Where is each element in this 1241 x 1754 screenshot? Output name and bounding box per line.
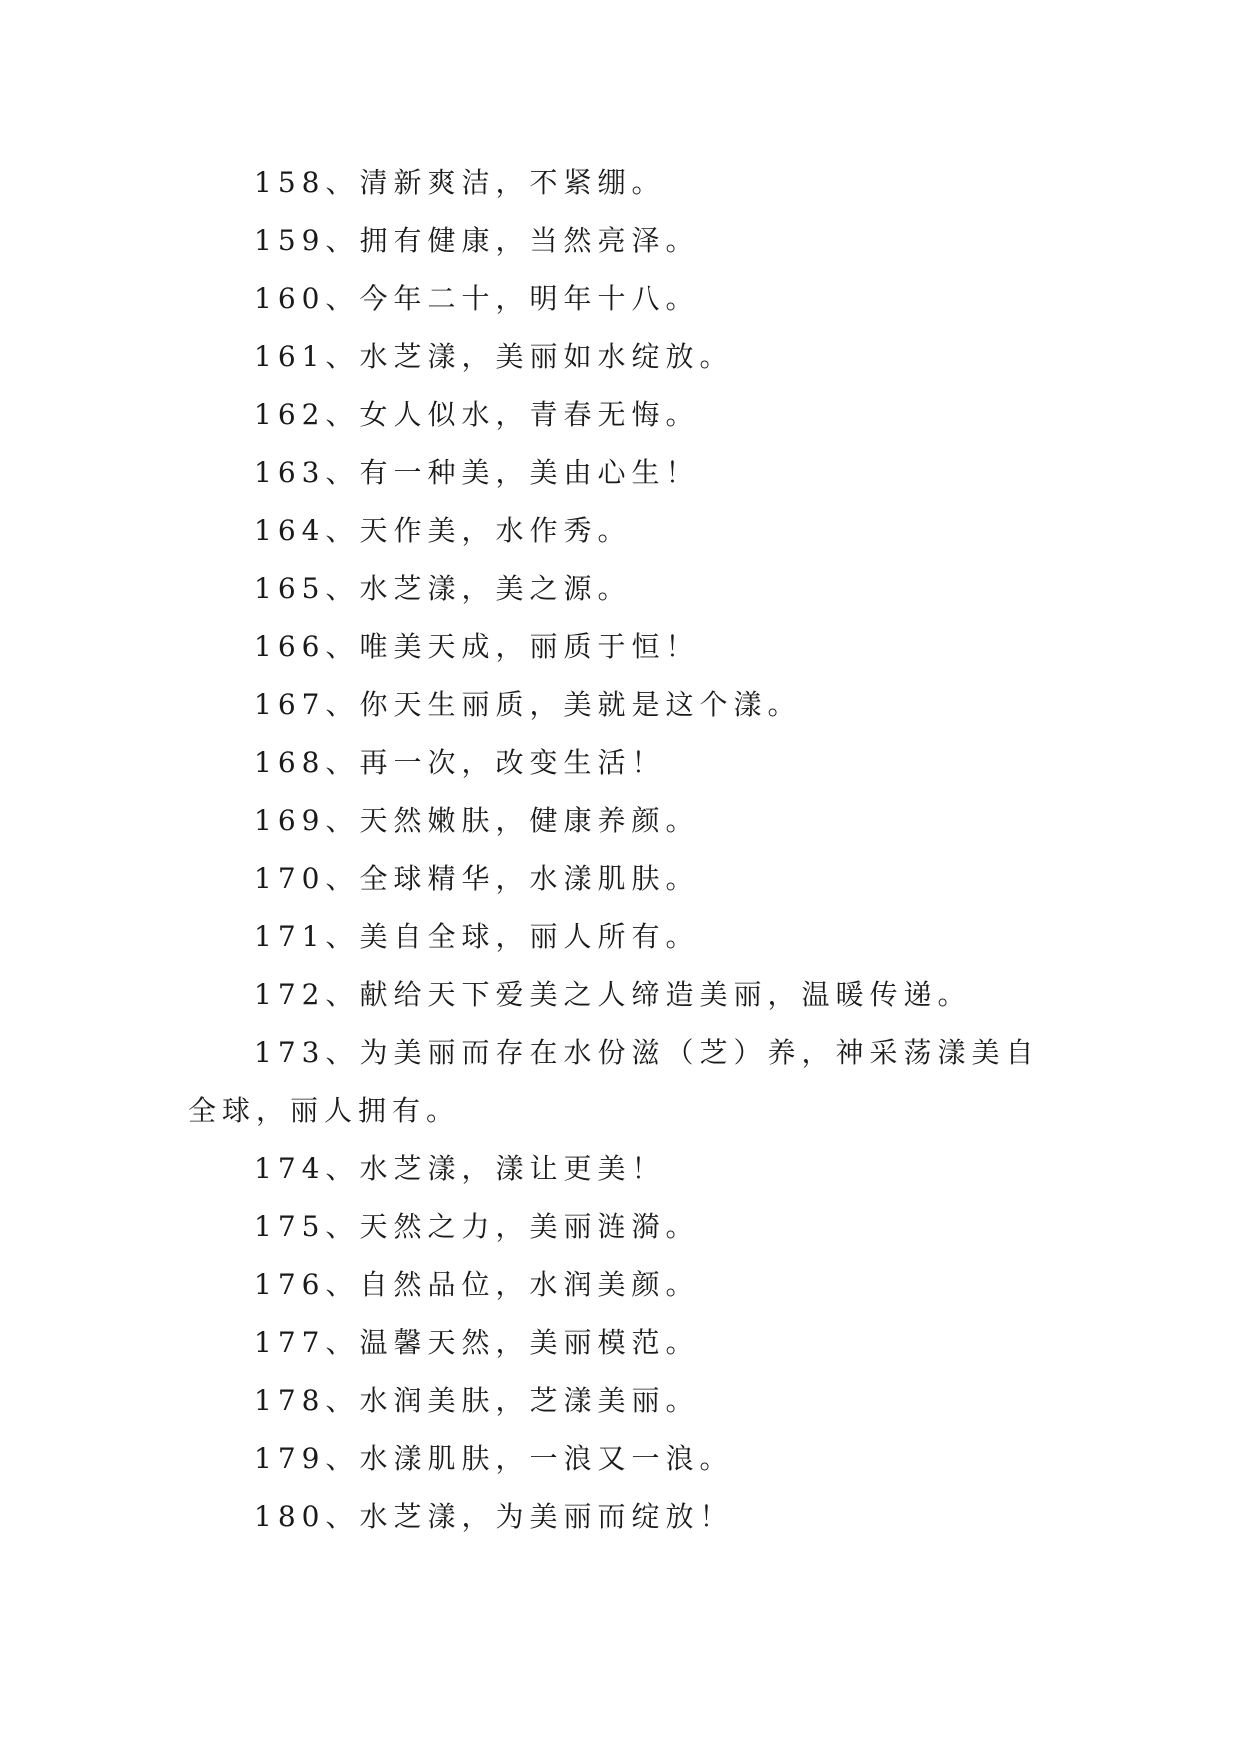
list-item: 171、美自全球，丽人所有。 — [254, 920, 700, 953]
list-item: 173、为美丽而存在水份滋（芝）养，神采荡漾美自全球，丽人拥有。 — [188, 1036, 1040, 1127]
list-item: 158、清新爽洁，不紧绷。 — [254, 166, 666, 199]
list-item: 165、水芝漾，美之源。 — [254, 572, 632, 605]
list-item: 179、水漾肌肤，一浪又一浪。 — [254, 1442, 734, 1475]
list-item: 175、天然之力，美丽涟漪。 — [254, 1210, 700, 1243]
list-item: 163、有一种美，美由心生！ — [254, 456, 700, 489]
slogan-list — [188, 154, 1058, 1546]
list-item: 176、自然品位，水润美颜。 — [254, 1268, 700, 1301]
list-item: 162、女人似水，青春无悔。 — [254, 398, 700, 431]
list-item: 178、水润美肤，芝漾美丽。 — [254, 1384, 700, 1417]
list-item: 160、今年二十，明年十八。 — [254, 282, 700, 315]
list-item: 167、你天生丽质，美就是这个漾。 — [254, 688, 802, 721]
list-item: 180、水芝漾，为美丽而绽放！ — [254, 1500, 734, 1533]
list-item: 174、水芝漾，漾让更美！ — [254, 1152, 666, 1185]
list-item: 170、全球精华，水漾肌肤。 — [254, 862, 700, 895]
list-item: 172、献给天下爱美之人缔造美丽，温暖传递。 — [254, 978, 972, 1011]
list-item: 164、天作美，水作秀。 — [254, 514, 632, 547]
list-item: 168、再一次，改变生活！ — [254, 746, 666, 779]
list-item: 159、拥有健康，当然亮泽。 — [254, 224, 700, 257]
list-item: 177、温馨天然，美丽模范。 — [254, 1326, 700, 1359]
list-item: 166、唯美天成，丽质于恒！ — [254, 630, 700, 663]
list-item: 161、水芝漾，美丽如水绽放。 — [254, 340, 734, 373]
list-item: 169、天然嫩肤，健康养颜。 — [254, 804, 700, 837]
